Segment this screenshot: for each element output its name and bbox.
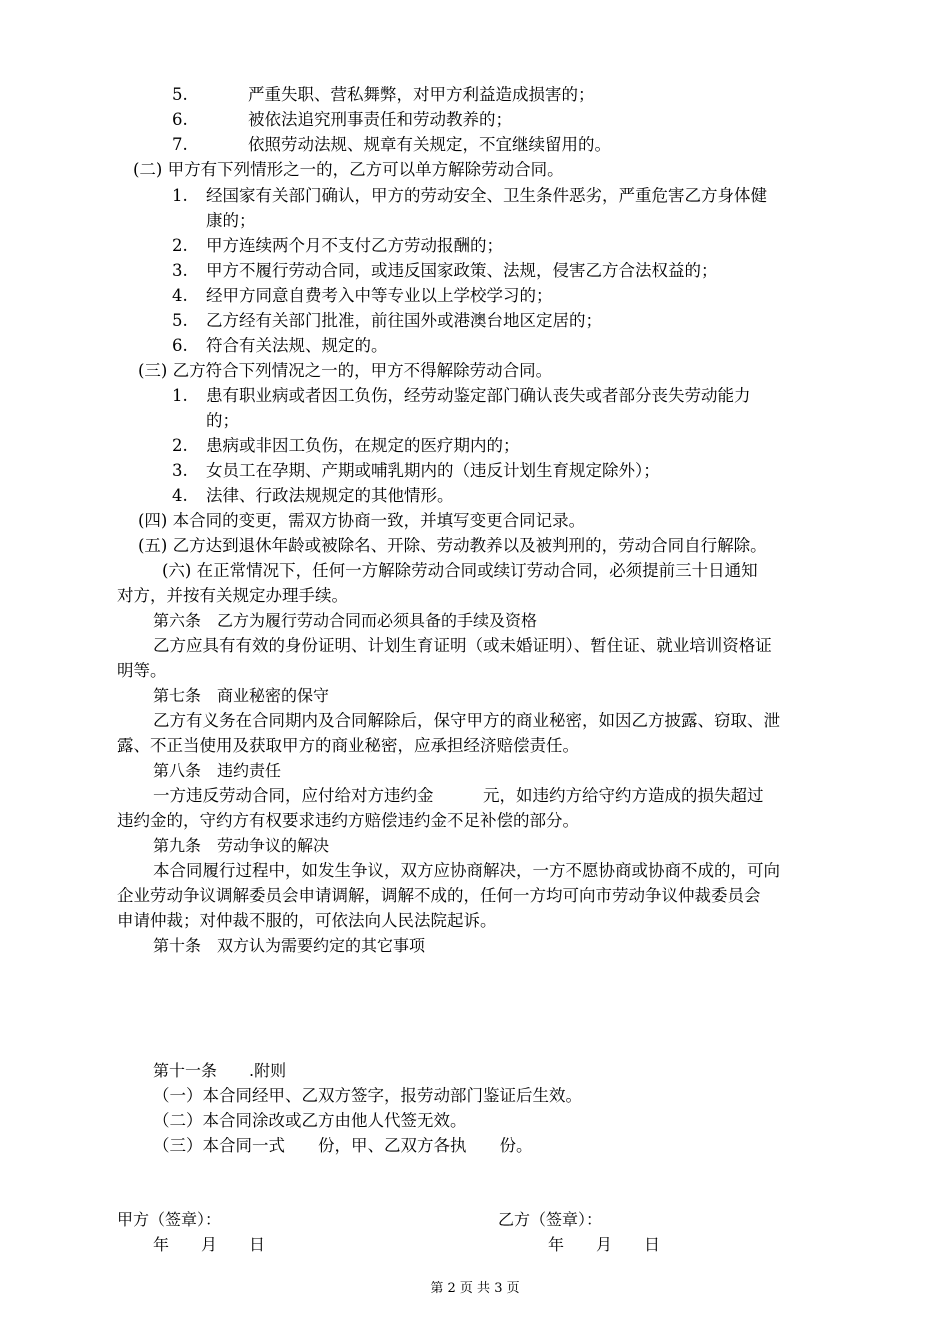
- list-item-cont: 的；: [206, 411, 239, 430]
- section-6-line1: (六) 在正常情况下，任何一方解除劳动合同或续订劳动合同，必须提前三十日通知: [162, 561, 758, 580]
- article-10-title: 第十条 双方认为需要约定的其它事项: [153, 936, 426, 955]
- list-item-num: 4.: [172, 486, 188, 505]
- list-item-text: 甲方连续两个月不支付乙方劳动报酬的；: [206, 236, 503, 255]
- article-11-title: 第十一条 .附则: [153, 1061, 287, 1080]
- list-item-num: 1.: [172, 186, 188, 205]
- party-a-date: 年 月 日: [153, 1235, 266, 1254]
- list-item-num: 3.: [172, 261, 188, 280]
- list-item-cont: 康的；: [206, 211, 256, 230]
- list-item: 7.: [172, 135, 188, 154]
- section-6-line2: 对方，并按有关规定办理手续。: [117, 586, 348, 605]
- party-a-signature-label: 甲方（签章）：: [117, 1210, 222, 1229]
- article-6-title: 第六条 乙方为履行劳动合同而必须具备的手续及资格: [153, 611, 538, 630]
- list-item-text: 法律、行政法规规定的其他情形。: [206, 486, 454, 505]
- list-item-text: 女员工在孕期、产期或哺乳期内的（违反计划生育规定除外）；: [206, 461, 660, 480]
- page-number: 第 2 页 共 3 页: [430, 1281, 520, 1296]
- article-8-title: 第八条 违约责任: [153, 761, 282, 780]
- list-item-text: 符合有关法规、规定的。: [206, 336, 388, 355]
- list-item-text: 甲方不履行劳动合同，或违反国家政策、法规，侵害乙方合法权益的；: [206, 261, 718, 280]
- list-item-text: 经国家有关部门确认，甲方的劳动安全、卫生条件恶劣，严重危害乙方身体健: [206, 186, 767, 205]
- list-item-num: 2.: [172, 436, 188, 455]
- article-11-item: （二）本合同涂改或乙方由他人代签无效。: [153, 1111, 467, 1130]
- list-item-text: 乙方经有关部门批准，前往国外或港澳台地区定居的；: [206, 311, 602, 330]
- list-item-text: 依照劳动法规、规章有关规定，不宜继续留用的。: [248, 135, 611, 154]
- list-item: 5.: [172, 85, 188, 104]
- list-item-text: 严重失职、营私舞弊，对甲方利益造成损害的；: [248, 85, 595, 104]
- list-item-num: 2.: [172, 236, 188, 255]
- section-5: (五) 乙方达到退休年龄或被除名、开除、劳动教养以及被判刑的，劳动合同自行解除。: [138, 536, 767, 555]
- section-heading: (二) 甲方有下列情形之一的，乙方可以单方解除劳动合同。: [133, 160, 564, 179]
- list-item-num: 5.: [172, 311, 188, 330]
- article-9-line1: 本合同履行过程中，如发生争议，双方应协商解决，一方不愿协商或协商不成的，可向: [153, 861, 780, 880]
- list-item-text: 经甲方同意自费考入中等专业以上学校学习的；: [206, 286, 553, 305]
- article-9-line2: 企业劳动争议调解委员会申请调解，调解不成的，任何一方均可向市劳动争议仲裁委员会: [117, 886, 761, 905]
- article-9-title: 第九条 劳动争议的解决: [153, 836, 330, 855]
- list-item-num: 4.: [172, 286, 188, 305]
- article-6-line2: 明等。: [117, 661, 167, 680]
- article-6-line1: 乙方应具有有效的身份证明、计划生育证明（或未婚证明）、暂住证、就业培训资格证: [153, 636, 772, 655]
- article-7-line1: 乙方有义务在合同期内及合同解除后，保守甲方的商业秘密，如因乙方披露、窃取、泄: [153, 711, 780, 730]
- list-item: 6.: [172, 110, 188, 129]
- list-item-text: 被依法追究刑事责任和劳动教养的；: [248, 110, 512, 129]
- article-7-title: 第七条 商业秘密的保守: [153, 686, 330, 705]
- article-7-line2: 露、不正当使用及获取甲方的商业秘密，应承担经济赔偿责任。: [117, 736, 579, 755]
- party-b-date: 年 月 日: [548, 1235, 661, 1254]
- list-item-text: 患有职业病或者因工负伤，经劳动鉴定部门确认丧失或者部分丧失劳动能力: [206, 386, 751, 405]
- list-item-num: 6.: [172, 336, 188, 355]
- article-9-line3: 申请仲裁；对仲裁不服的，可依法向人民法院起诉。: [117, 911, 497, 930]
- article-11-item: （一）本合同经甲、乙双方签字，报劳动部门鉴证后生效。: [153, 1086, 582, 1105]
- list-item-num: 1.: [172, 386, 188, 405]
- section-heading: (三) 乙方符合下列情况之一的，甲方不得解除劳动合同。: [138, 361, 553, 380]
- article-11-item: （三）本合同一式 份，甲、乙双方各执 份。: [153, 1136, 533, 1155]
- article-8-line1: 一方违反劳动合同，应付给对方违约金 元，如违约方给守约方造成的损失超过: [153, 786, 764, 805]
- section-4: (四) 本合同的变更，需双方协商一致，并填写变更合同记录。: [138, 511, 586, 530]
- list-item-num: 3.: [172, 461, 188, 480]
- article-8-line2: 违约金的，守约方有权要求违约方赔偿违约金不足补偿的部分。: [117, 811, 579, 830]
- party-b-signature-label: 乙方（签章）：: [498, 1210, 603, 1229]
- list-item-text: 患病或非因工负伤，在规定的医疗期内的；: [206, 436, 520, 455]
